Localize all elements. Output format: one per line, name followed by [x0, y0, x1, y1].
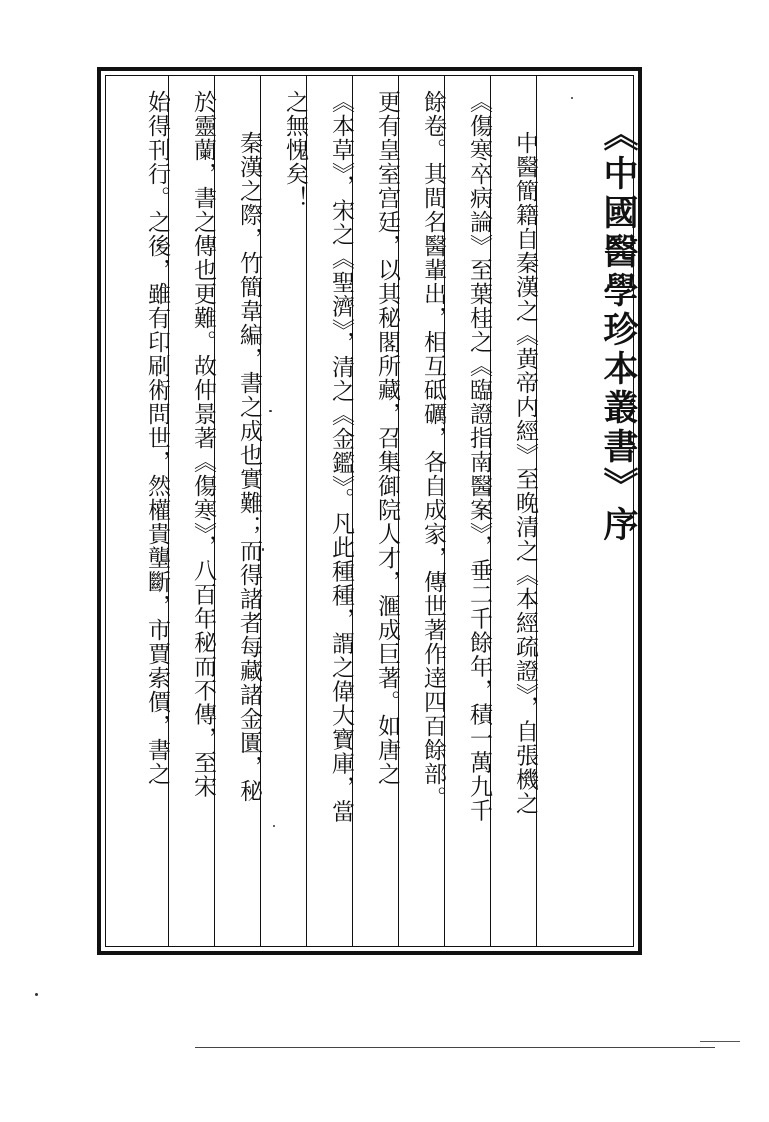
- text-column-9: [120, 76, 168, 946]
- scan-speck: [262, 548, 264, 551]
- text-column-4: [353, 76, 398, 946]
- text-column-7: [215, 76, 260, 946]
- inner-border: [105, 75, 639, 947]
- page-title: 《中國醫學珍本叢書》序: [598, 116, 639, 545]
- text-line: 之無愧矣！: [282, 90, 308, 210]
- text-line: 秦漢之際，竹簡韋編，書之成也實難；而得諸者每藏諸金匱，秘: [236, 131, 262, 803]
- scan-speck: [571, 97, 573, 99]
- scan-speck: [35, 993, 38, 996]
- text-column-6: [261, 76, 306, 946]
- text-line: 餘卷。其間名醫輩出，相互砥礪，各自成家，傳世著作逹四百餘部。: [420, 90, 446, 810]
- scan-speck: [269, 410, 272, 412]
- text-line: 《傷寒卒病論》至葉桂之《臨證指南醫案》，垂二千餘年，積一萬九千: [466, 90, 492, 823]
- text-column-2: [445, 76, 490, 946]
- scan-speck: [273, 825, 275, 827]
- scan-edge-line: [700, 1041, 740, 1042]
- text-column-1: [491, 76, 536, 946]
- text-line: 於靈蘭，書之傳也更難。故仲景著《傷寒》，八百年秘而不傳，至宋: [190, 90, 216, 799]
- title-column: [546, 76, 639, 946]
- page-border: [97, 67, 642, 955]
- text-line: 始得刊行。之後，雖有印刷術問世，然權貴壟斷，市賈索價，書之: [144, 90, 170, 786]
- text-line: 中醫簡籍自秦漢之《黄帝内經》至晚清之《本經疏證》，自張機之: [512, 131, 538, 816]
- text-line: 更有皇室宫廷，以其秘閣所藏，召集御院人才，滙成巨著。如唐之: [374, 90, 400, 786]
- text-column-5: [307, 76, 352, 946]
- text-column-8: [169, 76, 214, 946]
- scan-edge-line: [195, 1047, 715, 1048]
- text-column-3: [399, 76, 444, 946]
- text-line: 《本草》，宋之《聖濟》，清之《金鑑》。凡此種種，謂之偉大寶庫，當: [328, 90, 354, 824]
